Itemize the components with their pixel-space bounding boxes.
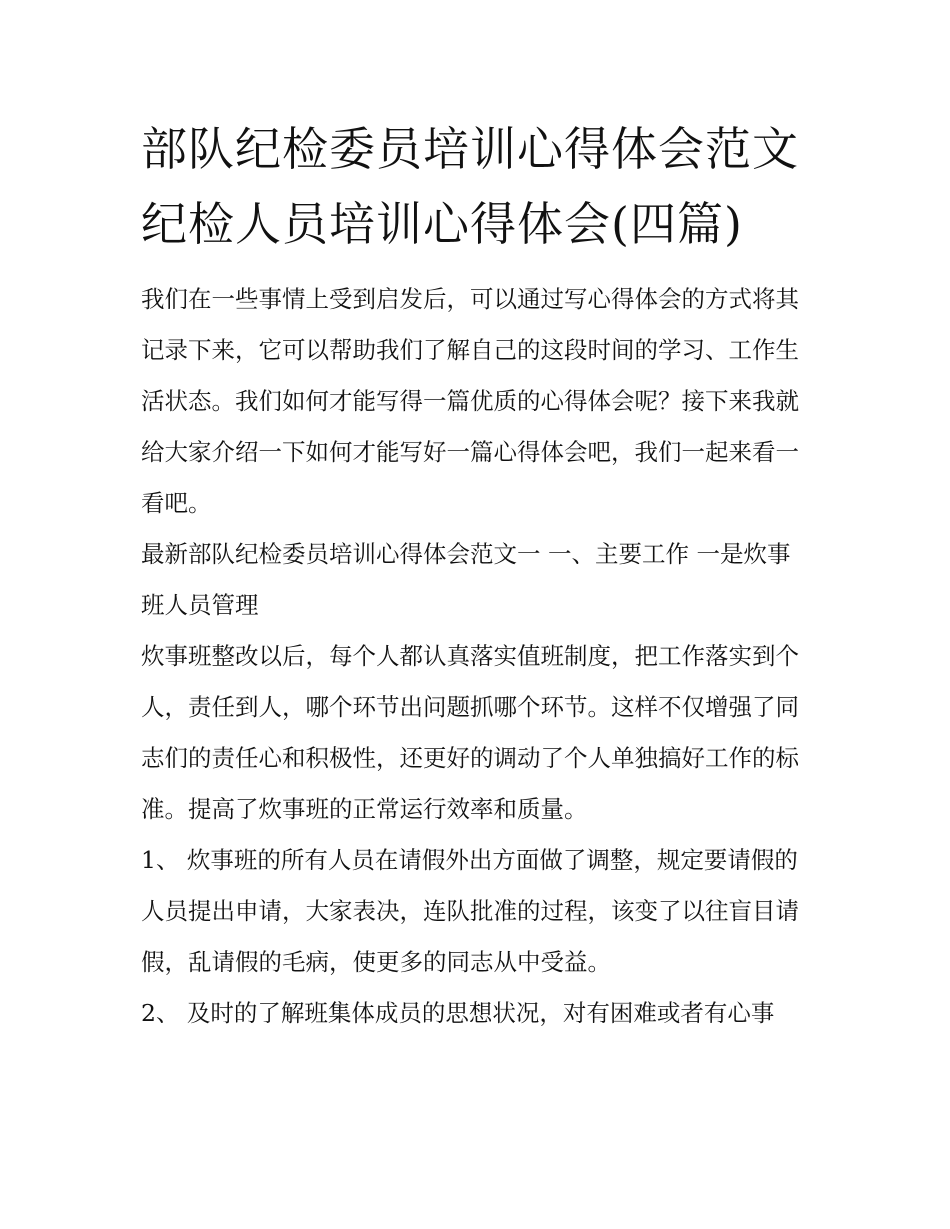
paragraph-item-1: 1、 炊事班的所有人员在请假外出方面做了调整，规定要请假的人员提出申请，大家表决，连队批准的过程，该变了以往盲目请假，乱请假的毛病，使更多的同志从中受益。 xyxy=(141,846,799,976)
paragraph-kitchen-reform: 炊事班整改以后，每个人都认真落实值班制度，把工作落实到个人，责任到人，哪个环节出问题抓哪个环节。这样不仅增强了同志们的责任心和积极性，还更好的调动了个人单独搞好工作的标准。提高了炊事班的正常运行效率和质量。 xyxy=(141,642,799,823)
paragraph-item-2: 2、 及时的了解班集体成员的思想状况，对有困难或者有心事 xyxy=(141,999,775,1027)
paragraph-section-heading: 最新部队纪检委员培训心得体会范文一 一、主要工作 一是炊事班人员管理 xyxy=(141,540,791,619)
document-content xyxy=(141,112,813,1039)
document-title: 部队纪检委员培训心得体会范文 纪检人员培训心得体会(四篇) xyxy=(141,122,799,251)
document-body xyxy=(141,274,813,1039)
paragraph-intro: 我们在一些事情上受到启发后，可以通过写心得体会的方式将其记录下来，它可以帮助我们了解自己的这段时间的学习、工作生活状态。我们如何才能写得一篇优质的心得体会呢？接下来我就给大家介绍一下如何才能写好一篇心得体会吧，我们一起来看一看吧。 xyxy=(141,285,799,517)
